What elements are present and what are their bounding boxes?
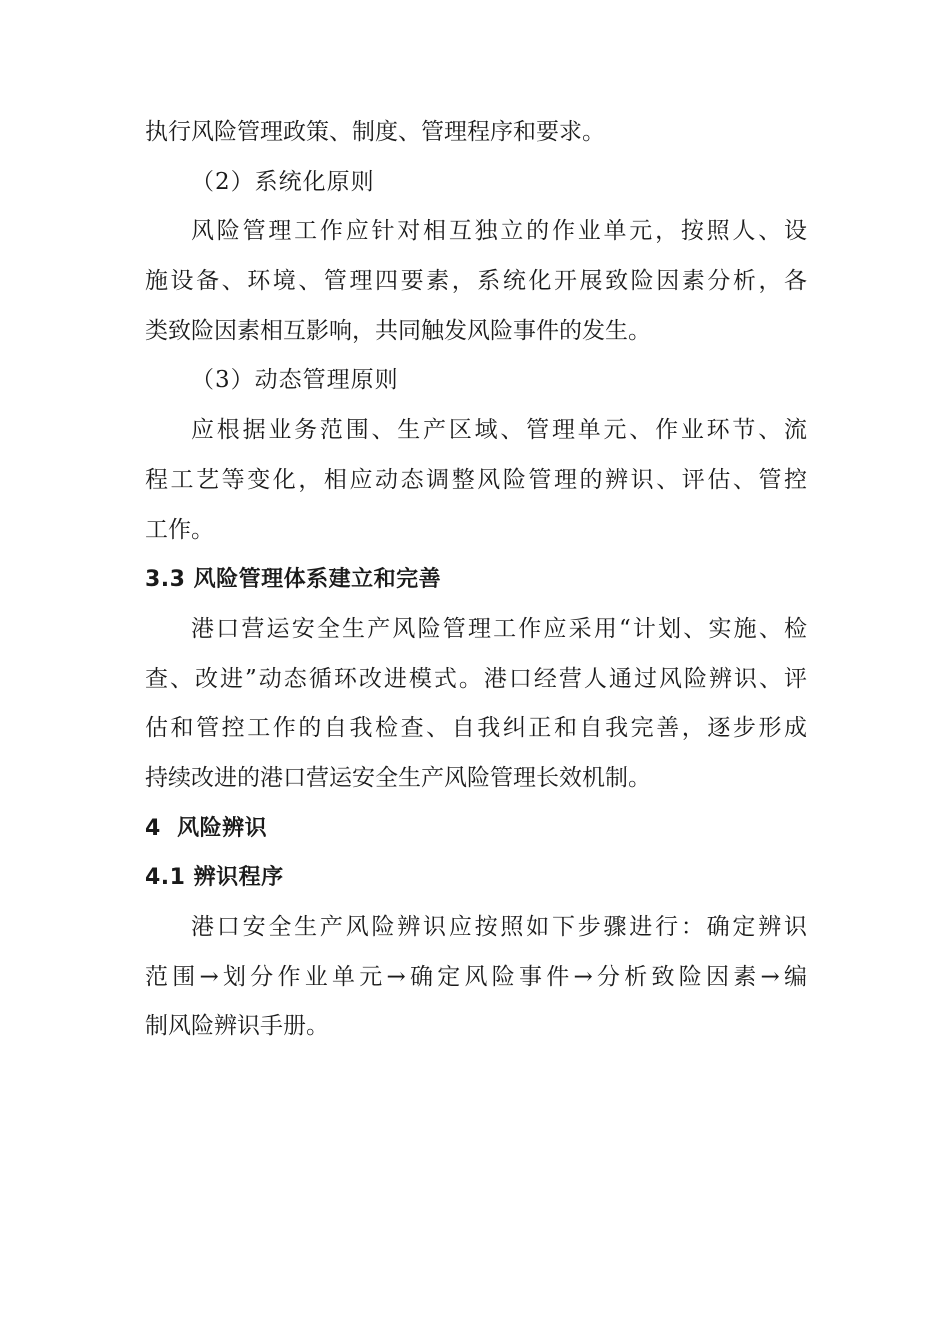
text-line: 工作。 [145, 516, 214, 543]
subheading-dynamic-principle: （3）动态管理原则 [191, 367, 399, 394]
paragraph-systematic [145, 207, 807, 356]
section-heading-4-1: 4.1 辨识程序 [145, 865, 284, 891]
text-line: 应根据业务范围、生产区域、管理单元、作业环节、流 [191, 417, 807, 444]
paragraph-dynamic [145, 406, 807, 555]
text-line: 风险管理工作应针对相互独立的作业单元，按照人、设 [191, 218, 807, 245]
text-line: 查、改进”动态循环改进模式。港口经营人通过风险辨识、评 [145, 665, 807, 692]
text-line: 制风险辨识手册。 [145, 1013, 329, 1040]
text-line: 估和管控工作的自我检查、自我纠正和自我完善，逐步形成 [145, 715, 807, 742]
text-line: 类致险因素相互影响，共同触发风险事件的发生。 [145, 317, 651, 344]
paragraph-identification-procedure [145, 903, 807, 1052]
text-line: 港口安全生产风险辨识应按照如下步骤进行：确定辨识 [191, 914, 807, 940]
document-body [145, 108, 807, 1052]
text-line: 程工艺等变化，相应动态调整风险管理的辨识、评估、管控 [145, 466, 807, 493]
text-line: 持续改进的港口营运安全生产风险管理长效机制。 [145, 764, 651, 791]
paragraph-continuation [145, 108, 807, 158]
section-heading-4: 4 风险辨识 [145, 815, 268, 841]
text-line: 施设备、环境、管理四要素，系统化开展致险因素分析，各 [145, 268, 807, 295]
text-line: 执行风险管理政策、制度、管理程序和要求。 [145, 119, 605, 145]
text-line: 港口营运安全生产风险管理工作应采用“计划、实施、检 [191, 615, 807, 642]
subheading-systematic-principle: （2）系统化原则 [191, 168, 375, 195]
paragraph-system-establishment [145, 605, 807, 804]
text-line: 范围→划分作业单元→确定风险事件→分析致险因素→编 [145, 963, 807, 990]
section-heading-3-3: 3.3 风险管理体系建立和完善 [145, 567, 442, 593]
